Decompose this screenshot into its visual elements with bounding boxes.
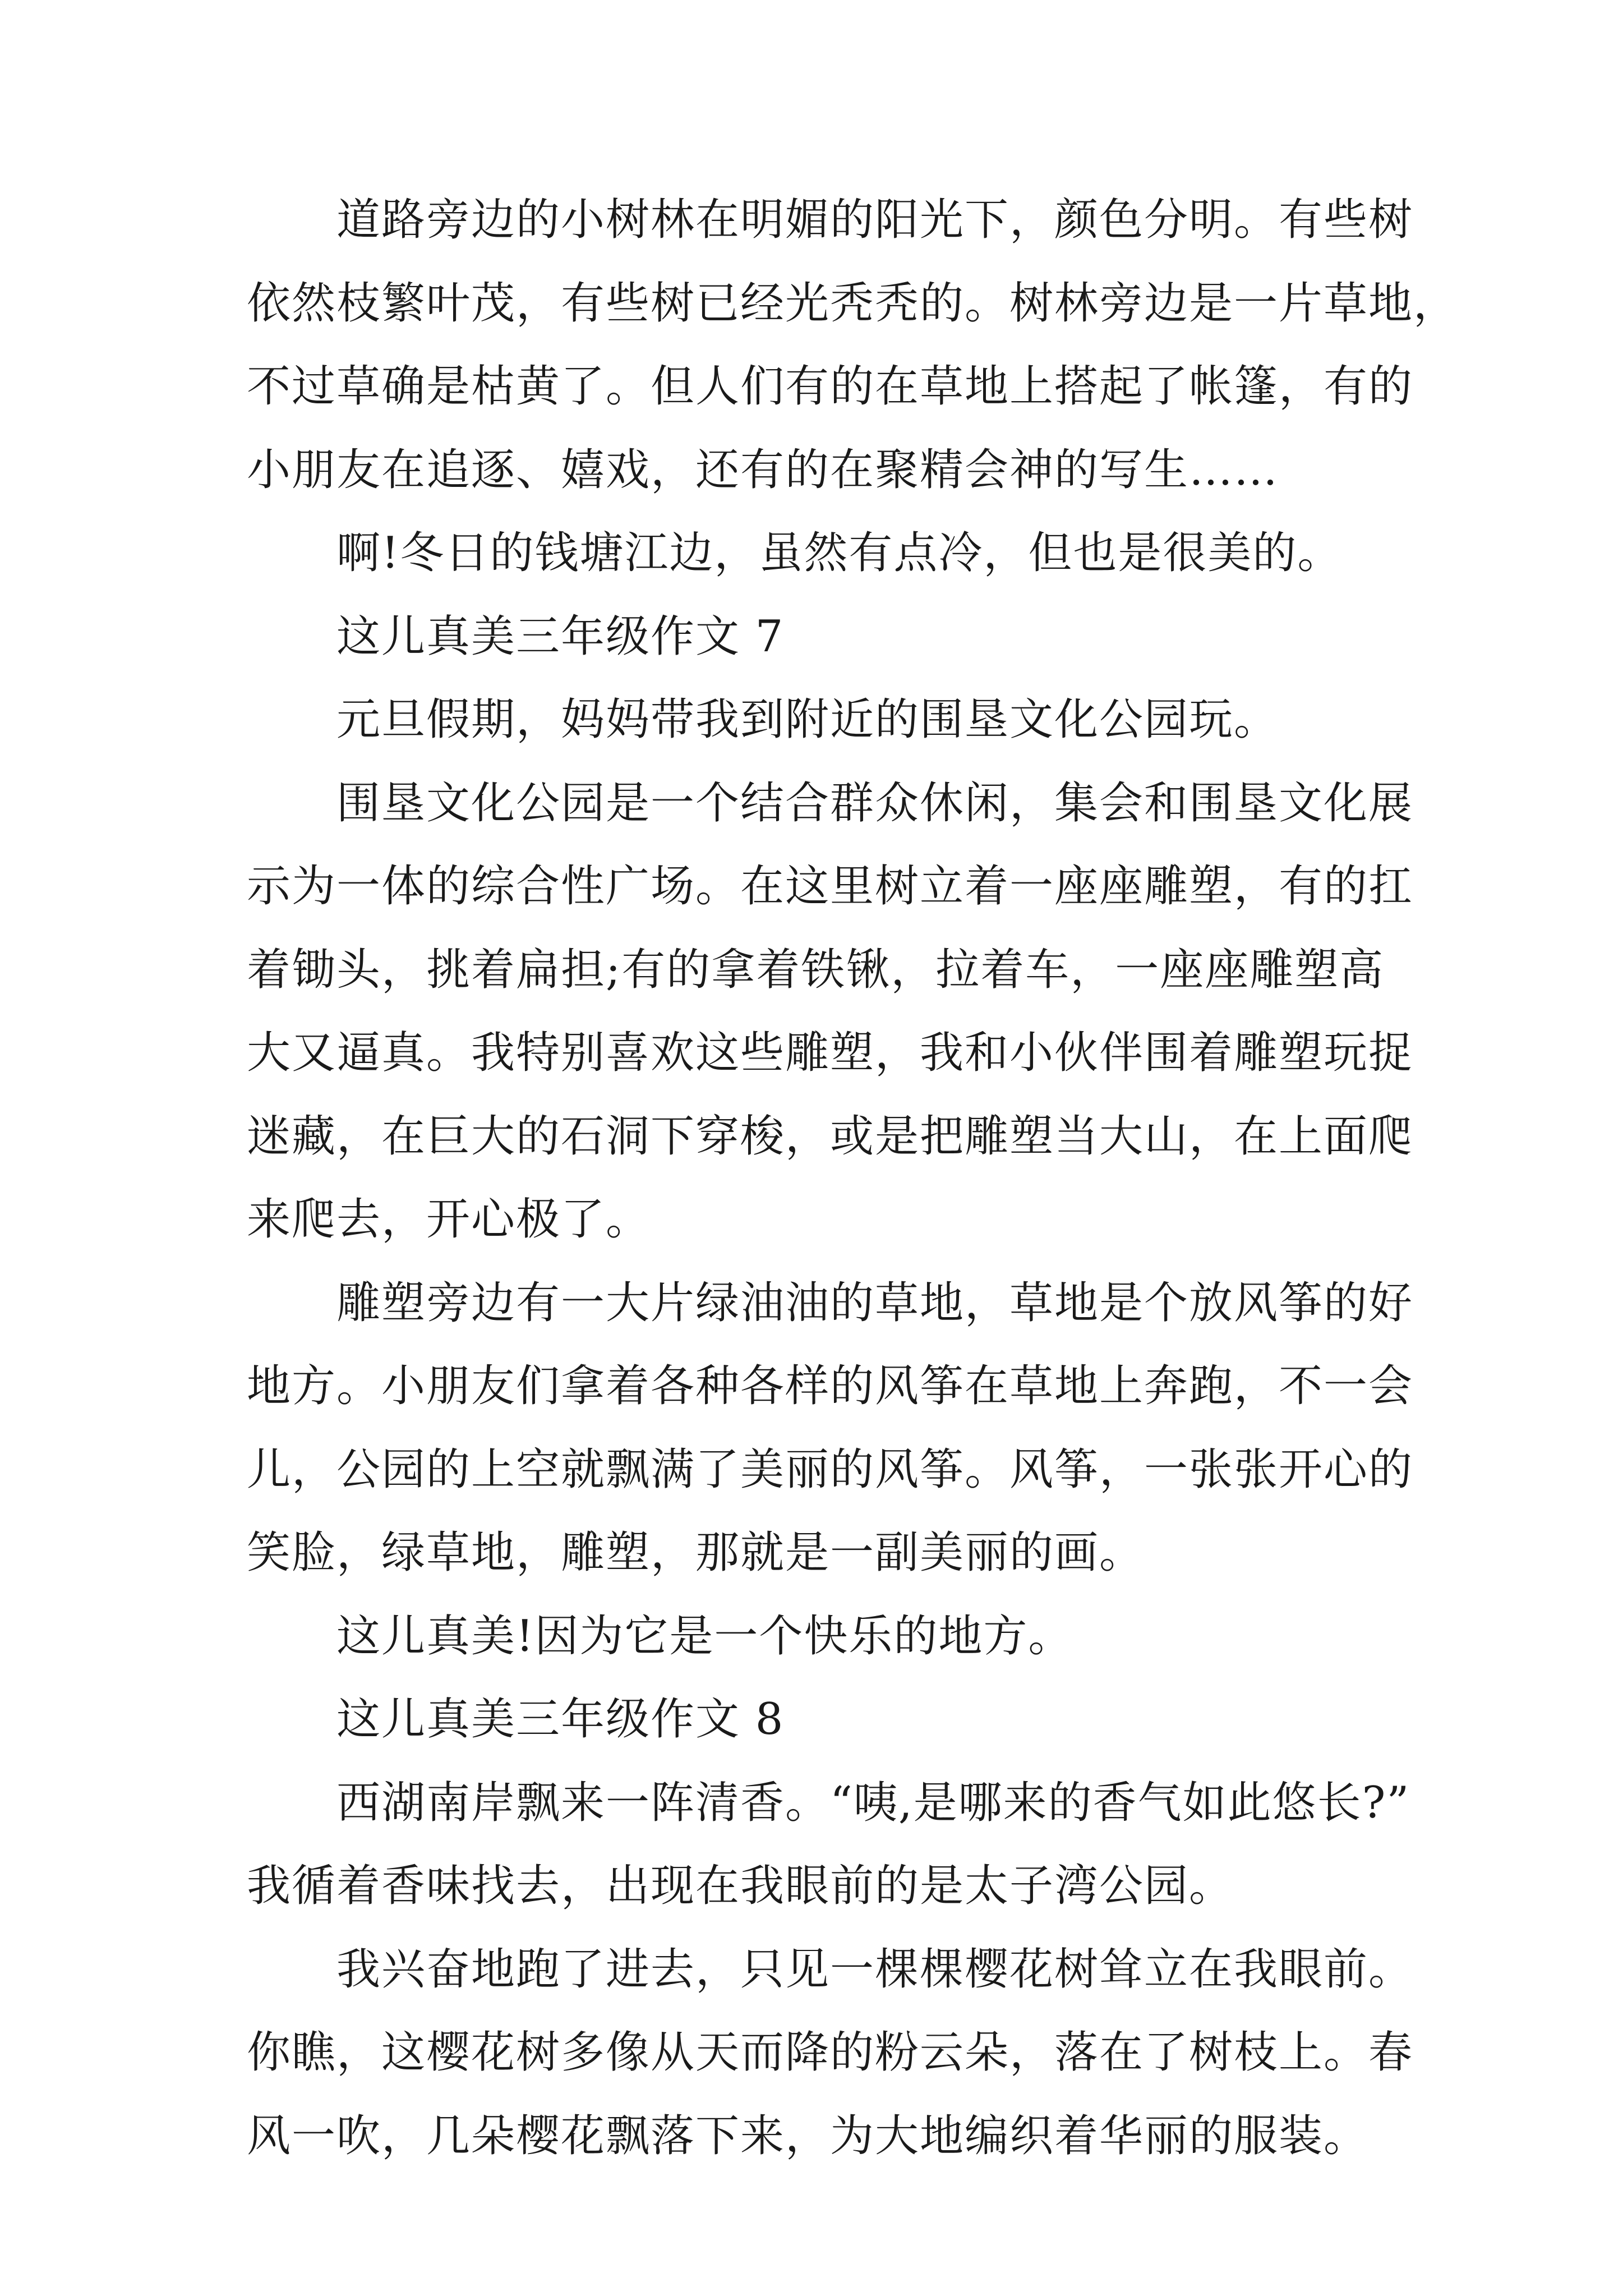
- text-line: 我兴奋地跑了进去，只见一棵棵樱花树耸立在我眼前。: [336, 1944, 1414, 1995]
- text-line: 依然枝繁叶茂，有些树已经光秃秃的。树林旁边是一片草地，: [247, 278, 1459, 329]
- text-line: 我循着香味找去，出现在我眼前的是太子湾公园。: [247, 1861, 1234, 1911]
- text-line: 儿，公园的上空就飘满了美丽的风筝。风筝，一张张开心的: [247, 1444, 1414, 1495]
- text-line: 着锄头，挑着扁担;有的拿着铁锹，拉着车，一座座雕塑高: [247, 944, 1385, 995]
- text-line: 西湖南岸飘来一阵清香。“咦,是哪来的香气如此悠长?”: [336, 1777, 1410, 1828]
- text-line: 围垦文化公园是一个结合群众休闲，集会和围垦文化展: [336, 777, 1414, 829]
- section-heading: 这儿真美三年级作文 7: [336, 611, 785, 662]
- text-line: 啊!冬日的钱塘江边，虽然有点冷，但也是很美的。: [336, 528, 1343, 578]
- text-line: 大又逼真。我特别喜欢这些雕塑，我和小伙伴围着雕塑玩捉: [247, 1028, 1414, 1078]
- text-line: 笑脸，绿草地，雕塑，那就是一副美丽的画。: [247, 1527, 1145, 1578]
- text-line: 地方。小朋友们拿着各种各样的风筝在草地上奔跑，不一会: [247, 1361, 1414, 1411]
- document-body: [247, 178, 1459, 2178]
- section-heading: 这儿真美三年级作文 8: [336, 1694, 785, 1745]
- text-line: 雕塑旁边有一大片绿油油的草地，草地是个放风筝的好: [336, 1277, 1414, 1328]
- text-line: 来爬去，开心极了。: [247, 1194, 651, 1245]
- text-line: 风一吹，几朵樱花飘落下来，为大地编织着华丽的服装。: [247, 2110, 1369, 2161]
- text-line: 示为一体的综合性广场。在这里树立着一座座雕塑，有的扛: [247, 861, 1414, 912]
- text-line: 元旦假期，妈妈带我到附近的围垦文化公园玩。: [336, 694, 1279, 745]
- text-line: 不过草确是枯黄了。但人们有的在草地上搭起了帐篷，有的: [247, 361, 1414, 412]
- text-line: 道路旁边的小树林在明媚的阳光下，颜色分明。有些树: [336, 195, 1414, 245]
- text-line: 迷藏，在巨大的石洞下穿梭，或是把雕塑当大山，在上面爬: [247, 1111, 1414, 1162]
- text-line: 这儿真美!因为它是一个快乐的地方。: [336, 1611, 1073, 1662]
- text-line: 你瞧，这樱花树多像从天而降的粉云朵，落在了树枝上。春: [247, 2027, 1414, 2078]
- text-line: 小朋友在追逐、嬉戏，还有的在聚精会神的写生……: [247, 444, 1279, 495]
